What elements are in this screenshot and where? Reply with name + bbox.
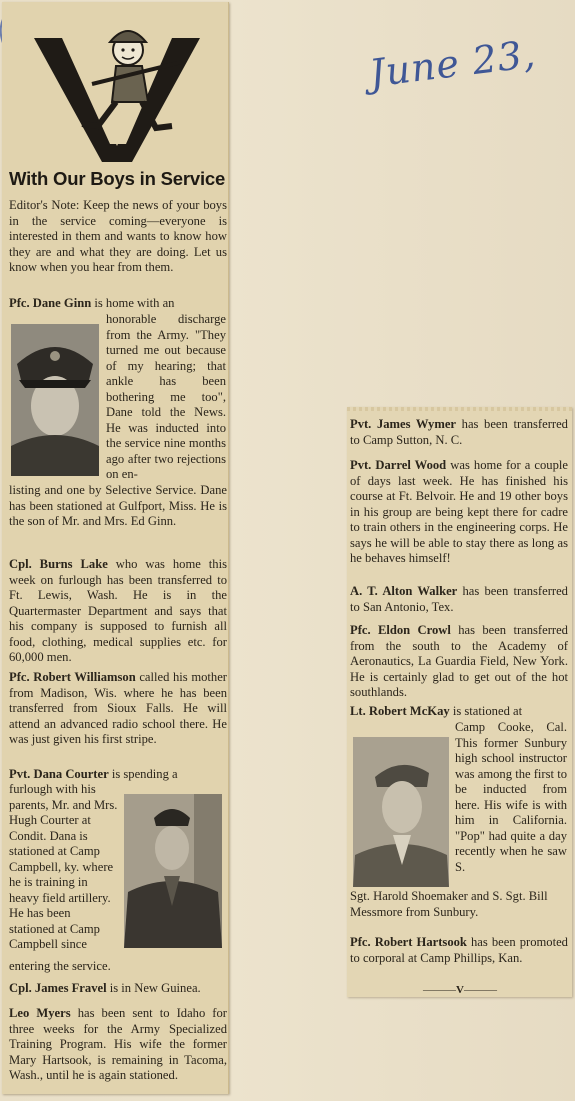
photo-robert-mckay bbox=[353, 737, 449, 887]
item-lake-text: who was home this week on furlough has been transferred to Ft. Lewis, Wash. He is in the Quartermaster Department and says that his company is supposed to furnish all food, clothing, medical supplies etc. for 60,000 men. bbox=[9, 557, 227, 664]
item-mckay-text-3: Sgt. Harold Shoemaker and S. Sgt. Bill Messmore from Sunbury. bbox=[350, 889, 548, 919]
item-wymer-name: Pvt. James Wymer bbox=[350, 417, 457, 431]
item-wood-name: Pvt. Darrel Wood bbox=[350, 458, 447, 472]
end-mark: ———V——— bbox=[423, 984, 497, 996]
item-hartsook-name: Pfc. Robert Hartsook bbox=[350, 935, 467, 949]
item-hartsook-text: has been promoted to corporal at Camp Phillips, Kan. bbox=[350, 935, 568, 965]
item-ginn-text-3: listing and one by Selective Service. Dane has been stationed at Gulfport, Miss. He is the son of Mr. and Mrs. Ed Ginn. bbox=[9, 483, 227, 528]
item-williamson-name: Pfc. Robert Williamson bbox=[9, 670, 136, 684]
item-williamson bbox=[9, 670, 227, 748]
item-mckay-lead bbox=[350, 704, 568, 720]
item-crowl-name: Pfc. Eldon Crowl bbox=[350, 623, 451, 637]
handwritten-date bbox=[325, 8, 575, 137]
item-walker-name: A. T. Alton Walker bbox=[350, 584, 458, 598]
item-myers-text: has been sent to Idaho for three weeks for the Army Specialized Training Program. His wife the former Mary Hartsook, is remaining in Tacoma, Wash., until he is again stationed. bbox=[9, 1006, 227, 1082]
clipping-left bbox=[2, 2, 229, 1094]
item-mckay-text-2: Camp Cooke, Cal. This former Sunbury high school instructor was among the first to be inducted from here. His wife is with him in California. "Pop" had quite a day recently when he saw S. bbox=[455, 720, 567, 874]
item-fravel-text: is in New Guinea. bbox=[109, 981, 201, 995]
editor-note: Editor's Note: Keep the news of your boys in the service coming—everyone is interested in them and wants to know how they are and what they are doing. Let us know when you hear from them. bbox=[9, 198, 227, 274]
item-lake bbox=[9, 557, 227, 666]
item-crowl bbox=[350, 623, 568, 701]
photo-dane-ginn bbox=[11, 324, 99, 476]
item-mckay-name: Lt. Robert McKay bbox=[350, 704, 450, 718]
item-ginn-lead bbox=[9, 296, 227, 312]
item-wood bbox=[350, 458, 568, 567]
item-crowl-text: has been transferred from the south to the Academy of Aeronautics, La Guardia Field, New York. He is certainly glad to get out of the hot southlands. bbox=[350, 623, 568, 699]
column-heading: With Our Boys in Service bbox=[9, 168, 226, 189]
item-wymer-text: has been transferred to Camp Sutton, N. C. bbox=[350, 417, 568, 447]
item-courter-name: Pvt. Dana Courter bbox=[9, 767, 109, 781]
item-myers bbox=[9, 1006, 227, 1084]
item-ginn-text-2: honorable discharge from the Army. "They turned me out because of my hearing; that ankle has been bothering me too", Dane told the News. He was inducted into the service nine months ago after two rejections on en- bbox=[106, 312, 226, 481]
end-mark-letter: V bbox=[456, 984, 464, 996]
item-walker-text: has been transferred to San Antonio, Tex. bbox=[350, 584, 568, 614]
photo-dana-courter bbox=[124, 794, 222, 948]
item-hartsook bbox=[350, 935, 568, 966]
item-myers-name: Leo Myers bbox=[9, 1006, 71, 1020]
item-fravel-name: Cpl. James Fravel bbox=[9, 981, 107, 995]
item-wood-text: was home for a couple of days last week. He has finished his course at Ft. Belvoir. He and 19 other boys in his group are being kept there for cadre to train others in the engineering corps. He says he will be able to stay there as long as he behaves himself! bbox=[350, 458, 568, 565]
item-courter-text-2: furlough with his parents, Mr. and Mrs. Hugh Courter at Condit. Dana is stationed at Camp Campbell, ky. where he is training in heavy field artillery. He has been stationed at Camp Campbell since bbox=[9, 782, 118, 951]
torn-edge bbox=[347, 407, 572, 411]
item-ginn-name: Pfc. Dane Ginn bbox=[9, 296, 92, 310]
item-ginn-text-1: is home with an bbox=[94, 296, 175, 310]
item-wymer bbox=[350, 417, 568, 448]
item-walker bbox=[350, 584, 568, 615]
item-lake-name: Cpl. Burns Lake bbox=[9, 557, 108, 571]
item-fravel bbox=[9, 981, 227, 997]
item-courter-lead bbox=[9, 767, 227, 783]
item-courter-text-3: entering the service. bbox=[9, 959, 111, 973]
item-williamson-text: called his mother from Madison, Wis. where he has been transferred from Sioux Falls. He will attend an advanced radio school there. He was just given his first stripe. bbox=[9, 670, 227, 746]
clipping-right bbox=[347, 407, 572, 997]
v-soldier-logo bbox=[32, 14, 202, 164]
item-courter-text-1: is spending a bbox=[111, 767, 178, 781]
item-mckay-text-1: is stationed at bbox=[452, 704, 523, 718]
date-text: June 23, bbox=[366, 31, 539, 96]
